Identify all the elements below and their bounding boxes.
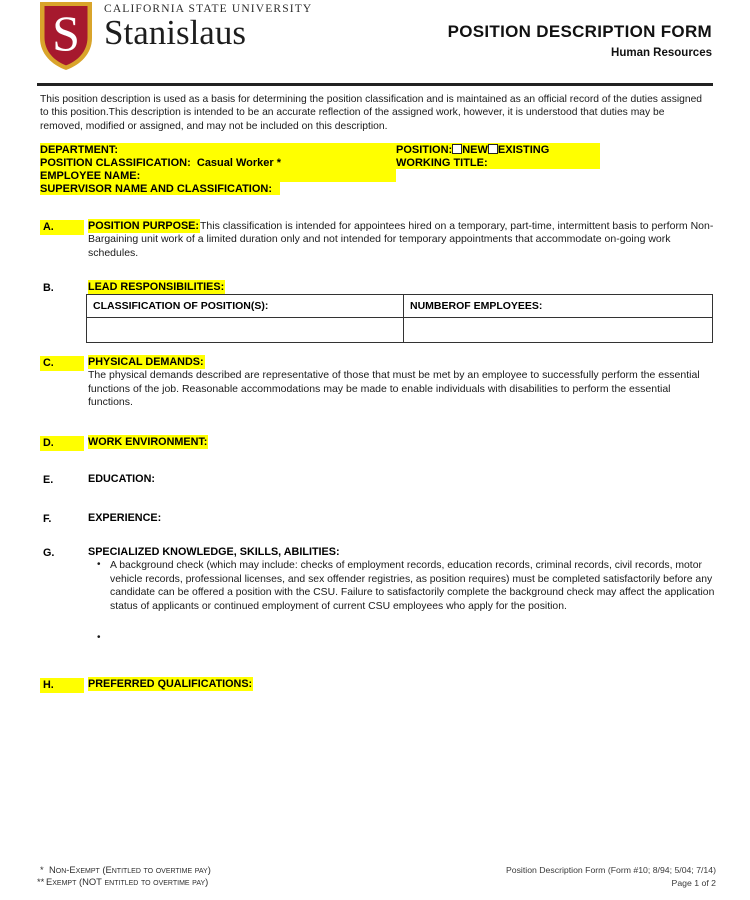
table-header-classification: CLASSIFICATION OF POSITION(S): (87, 295, 404, 318)
list-item: • A background check (which may include: checks of employment records, education records, criminal records, civil records, motor vehicle records, professional licenses, and sex offender registries, as position requires) must be completed satisfactorily before any candidate can be offered a position with the CSU. Failure to satisfactorily complete the background check may affect the application status of applicants or continued employment of current CSU employees who apply for the position. (110, 559, 716, 613)
header-fields-block (40, 143, 712, 195)
footer-exempt-notes (37, 864, 211, 888)
table-row (87, 318, 713, 343)
position-new-checkbox[interactable] (452, 144, 462, 154)
table-cell-classification[interactable] (87, 318, 404, 343)
position-classification-value[interactable]: Casual Worker * (196, 157, 282, 169)
position-label: POSITION: (396, 144, 453, 156)
field-row-3 (40, 169, 712, 182)
footer-note-exempt-post: entitled to overtime pay) (101, 876, 209, 887)
section-c-letter-wrap (40, 356, 84, 371)
section-g-letter-wrap (40, 546, 84, 561)
section-d-letter: D. (40, 436, 84, 451)
footer-note-nonexempt-text: Non-Exempt (Entitled to overtime pay) (49, 864, 211, 875)
table-header-row (87, 295, 713, 318)
section-c-body (88, 356, 716, 410)
section-d-heading: WORK ENVIRONMENT: (88, 436, 208, 448)
department-subtitle: Human Resources (611, 47, 712, 59)
svg-text:S: S (52, 5, 80, 61)
section-h-letter-wrap (40, 678, 84, 693)
employee-name-label: EMPLOYEE NAME: (40, 170, 141, 182)
section-g-heading: SPECIALIZED KNOWLEDGE, SKILLS, ABILITIES: (88, 546, 340, 558)
header-divider (37, 83, 713, 86)
section-b-letter-wrap (40, 281, 84, 296)
stanislaus-shield-icon (38, 0, 94, 72)
table-cell-number[interactable] (404, 318, 713, 343)
list-item[interactable] (110, 632, 716, 645)
section-h (40, 678, 716, 691)
section-b-letter: B. (43, 282, 54, 294)
field-row-1 (40, 143, 712, 156)
footer-page-number: Page 1 of 2 (671, 877, 716, 888)
supervisor-label: SUPERVISOR NAME AND CLASSIFICATION: (40, 183, 273, 195)
university-wordmark (104, 0, 312, 52)
section-b (40, 281, 716, 294)
single-asterisk: * (40, 864, 44, 875)
section-c-heading: PHYSICAL DEMANDS: (88, 356, 204, 368)
lead-responsibilities-table (86, 294, 713, 343)
section-d-body (88, 436, 716, 449)
section-g-body (88, 546, 716, 645)
section-f-heading: EXPERIENCE: (88, 512, 162, 524)
section-e-heading: EDUCATION: (88, 473, 155, 485)
university-system-name: CALIFORNIA STATE UNIVERSITY (104, 3, 313, 15)
section-a-text: This classification is intended for appointees hired on a temporary, part-time, intermittent basis to perform Non-Bargaining unit work of a limited duration only and not intended for temporary appointments that accommodate on-going work schedules. (88, 220, 714, 259)
section-c (40, 356, 716, 410)
section-a-body (88, 220, 716, 260)
section-f-body (88, 512, 716, 525)
section-a (40, 220, 716, 260)
section-e (40, 473, 716, 486)
section-f-letter: F. (43, 513, 52, 525)
table-header-number: NUMBEROF EMPLOYEES: (404, 295, 713, 318)
footer-note-nonexempt (40, 864, 211, 876)
footer-note-exempt (37, 876, 211, 888)
section-a-letter: A. (40, 220, 84, 235)
footer-form-reference: Position Description Form (Form #10; 8/94; 5/04; 7/14) (505, 865, 716, 875)
section-a-heading: POSITION PURPOSE: (88, 220, 199, 232)
document-header (0, 0, 750, 82)
position-classification-label: POSITION CLASSIFICATION: (40, 157, 191, 169)
department-label: DEPARTMENT: (40, 144, 119, 156)
intro-paragraph: This position description is used as a basis for determining the position classification and is maintained as an official record of the duties assigned to this position.This description is intended to be an accurate reflection of the assigned work, however, it is understood that duties may be removed, modified or assigned, and may not be included on this description. (40, 94, 703, 132)
campus-name: Stanislaus (104, 13, 246, 52)
form-title-block (448, 22, 712, 59)
section-a-letter-wrap (40, 220, 84, 235)
section-b-heading: LEAD RESPONSIBILITIES: (88, 281, 225, 293)
field-row-2 (40, 156, 712, 169)
position-existing-checkbox[interactable] (488, 144, 498, 154)
section-d (40, 436, 716, 449)
section-f-letter-wrap (40, 512, 84, 527)
section-e-letter-wrap (40, 473, 84, 488)
section-h-letter: H. (40, 678, 84, 693)
footer-note-exempt-pre: Exempt ( (46, 876, 83, 887)
working-title-label: WORKING TITLE: (396, 157, 488, 169)
section-d-letter-wrap (40, 436, 84, 451)
footer-form-meta (506, 864, 716, 889)
university-logo-block (38, 0, 312, 72)
section-c-letter: C. (40, 356, 84, 371)
position-new-label: NEW (462, 144, 488, 156)
footer-note-exempt-not: NOT (82, 876, 102, 887)
section-h-heading: PREFERRED QUALIFICATIONS: (88, 678, 253, 690)
section-c-text: The physical demands described are representative of those that must be met by an employee to successfully perform the essential functions of the job. Reasonable accommodations may be made to enable individuals with disabilities to perform the essential functions. (88, 369, 700, 409)
section-f (40, 512, 716, 525)
position-existing-label: EXISTING (497, 144, 550, 156)
section-e-body (88, 473, 716, 486)
section-b-body (88, 281, 716, 294)
section-g (40, 546, 716, 645)
section-h-body (88, 678, 716, 691)
field-row-4 (40, 182, 712, 195)
section-g-bullet-list (88, 559, 716, 645)
section-g-letter: G. (43, 547, 55, 559)
double-asterisk: ** (37, 876, 45, 887)
section-e-letter: E. (43, 474, 54, 486)
page-title: POSITION DESCRIPTION FORM (447, 22, 712, 41)
